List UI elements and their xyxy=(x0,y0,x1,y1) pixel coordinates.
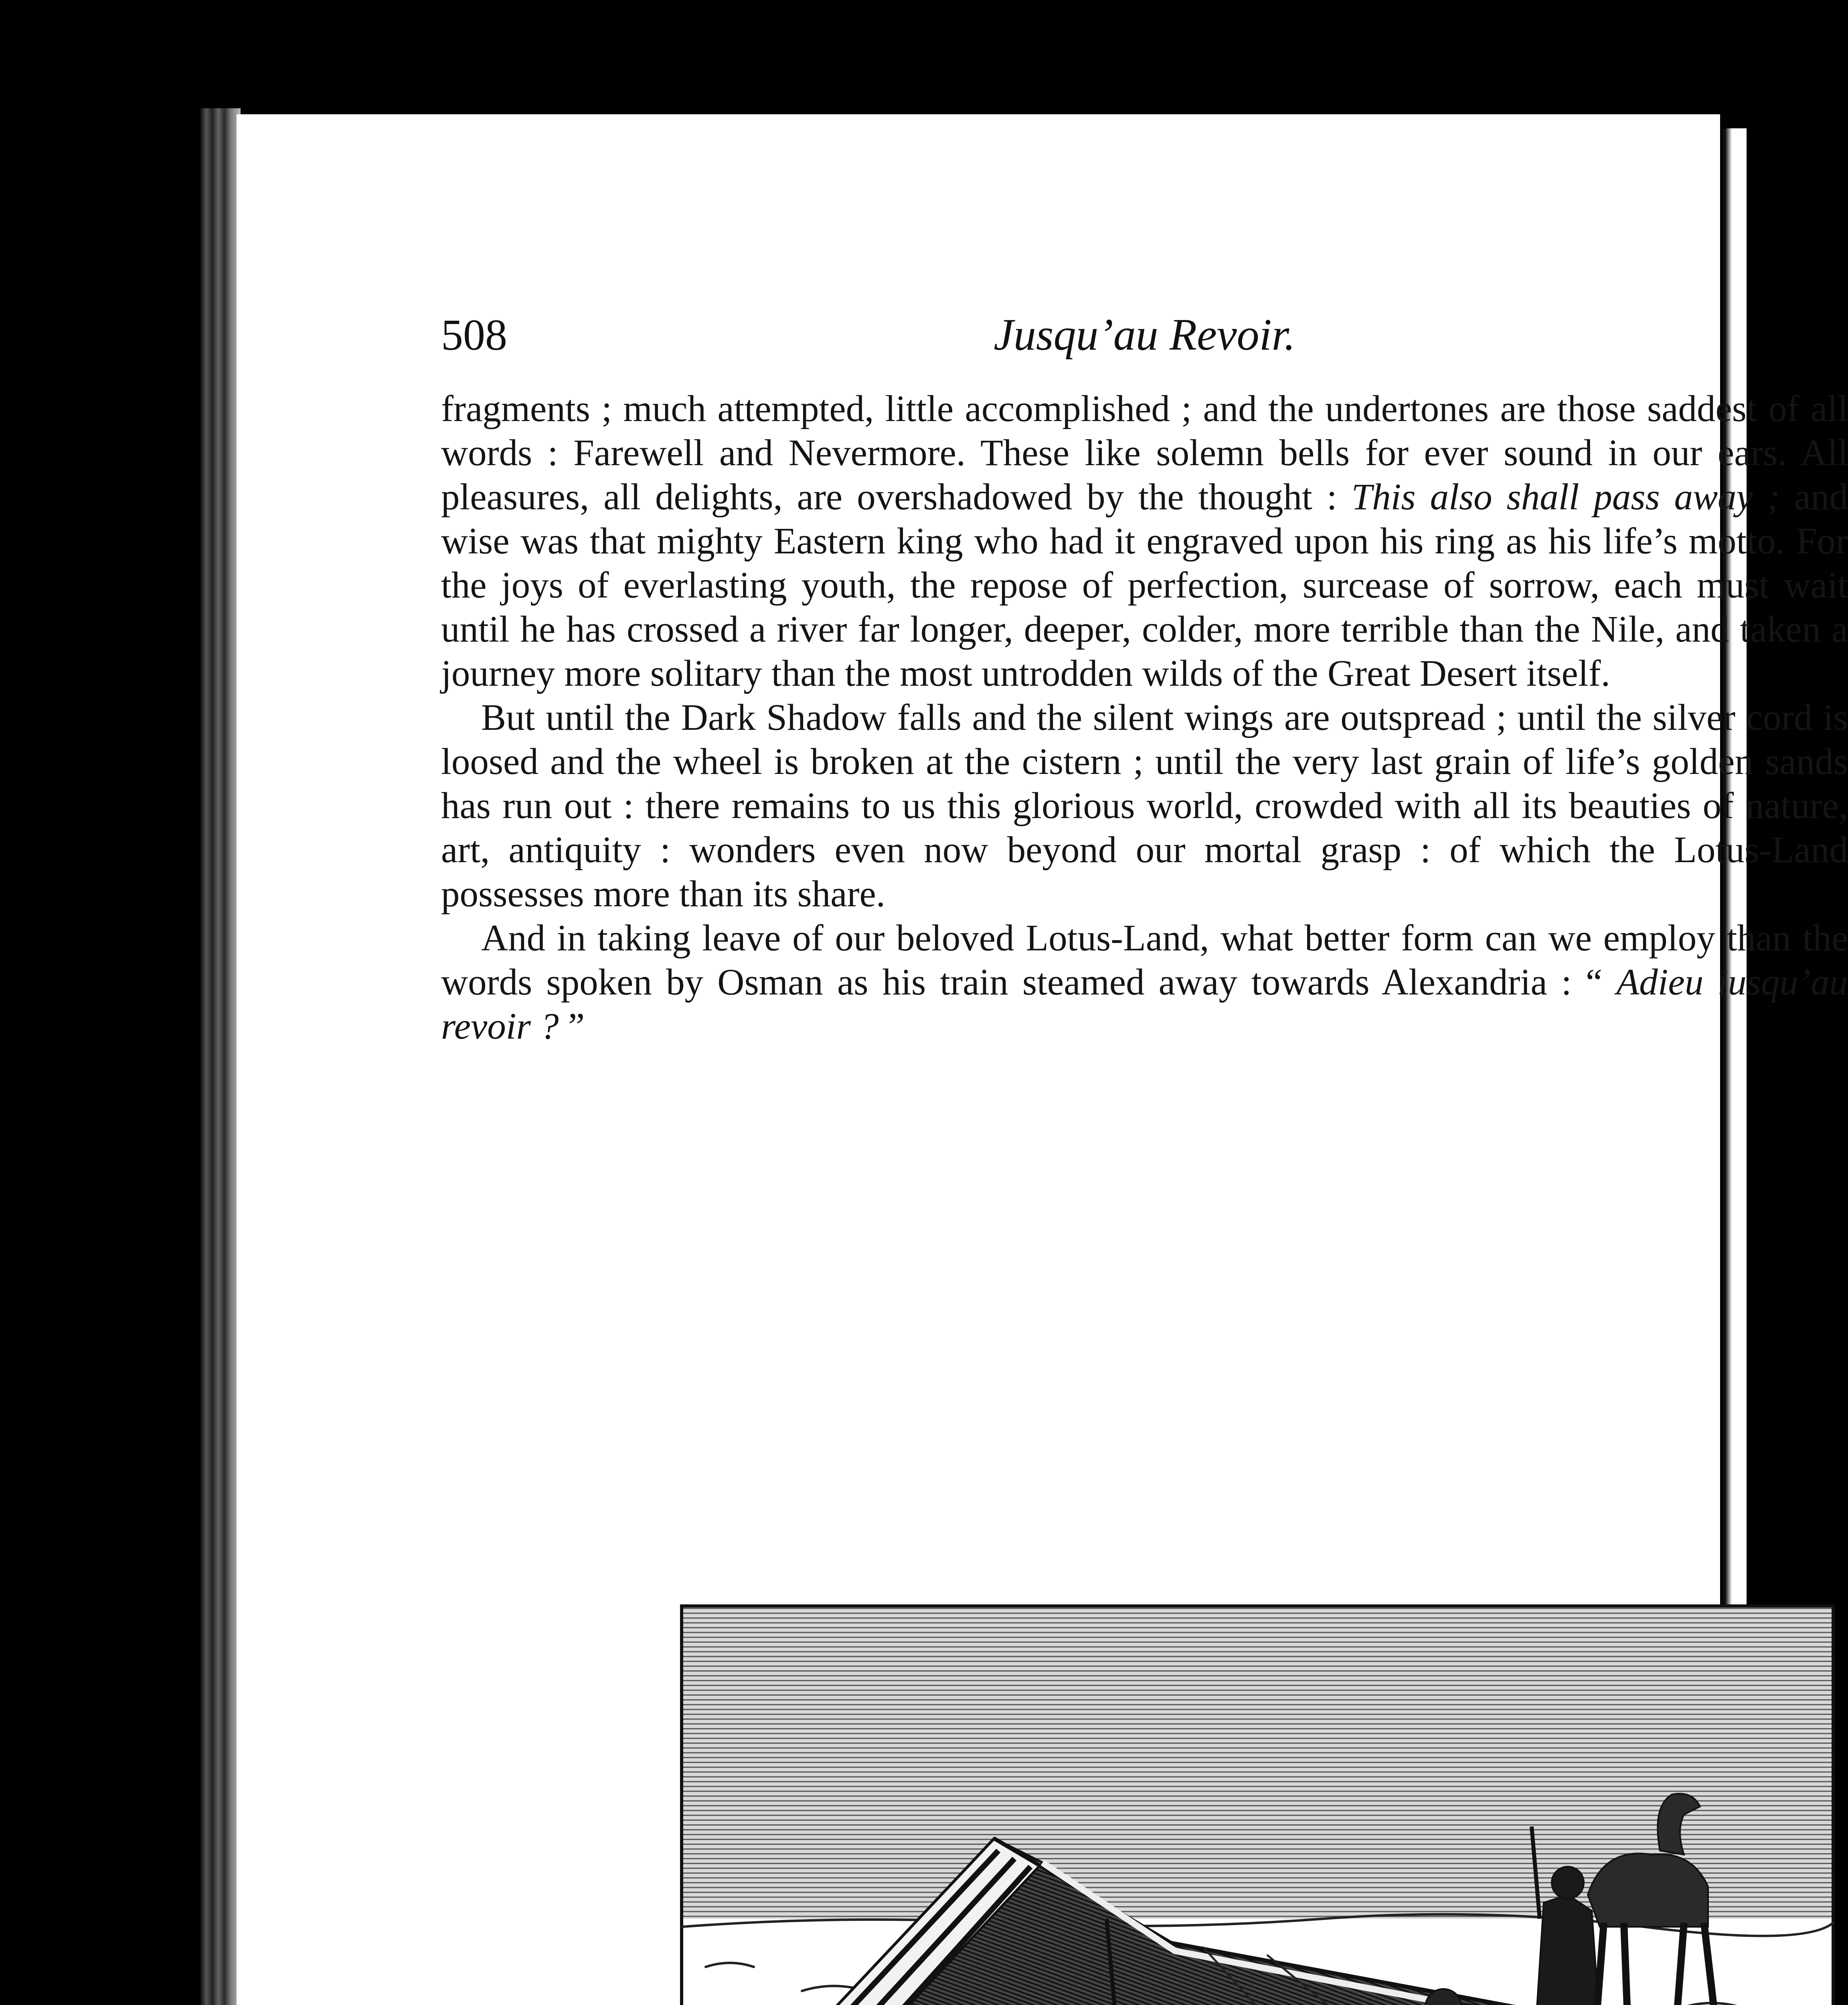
paragraph-3-text: And in taking leave of our beloved Lotus-Land, what better form can we employ than the words spoken by Osman as his train steamed away towards Alexandria : “ xyxy=(441,917,1848,1003)
body-text xyxy=(441,387,1848,1049)
paragraph-2 xyxy=(441,696,1848,916)
paragraph-2-text: But until the Dark Shadow falls and the silent wings are outspread ; until the silver cord is loosed and the wheel is broken at the cistern ; until the very last grain of life’s golden sands has run out : there remains to us this glorious world, crowded with all its beauties of nature, art, antiquity : wonders even now beyond our mortal grasp : of which the Lotus-Land possesses more than its share. xyxy=(441,697,1848,915)
paragraph-1-emphasis: This also shall pass away ; xyxy=(1351,476,1780,518)
desert-home-engraving xyxy=(682,1606,1833,2005)
running-head xyxy=(441,299,1848,379)
paragraph-3 xyxy=(441,916,1848,1049)
book-spine xyxy=(200,108,241,2005)
paragraph-3-closing-quote: ” xyxy=(559,1006,585,1047)
paragraph-3-emphasis: Adieu iusqu’au revoir ? xyxy=(441,962,1848,1047)
paragraph-1-text: fragments ; much attempted, little accomplished ; and the undertones are those saddest of all words : Farewell and Nevermore. These like solemn bells for ever sound in our ears. All pleasures, all delights, are overshadowed by the thought : xyxy=(441,388,1848,518)
running-title: Jusqu’au Revoir. xyxy=(994,310,1295,360)
book-page xyxy=(237,114,1848,2005)
page-number: 508 xyxy=(441,310,507,359)
paragraph-1-continuation: and wise was that mighty Eastern king who had it engraved upon his ring as his life’s motto. For the joys of everlasting youth, the repose of perfection, surcease of sorrow, each must wait until he has crossed a river far longer, deeper, colder, more terrible than the Nile, and taken a journey more solitary than the most untrodden wilds of the Great Desert itself. xyxy=(441,476,1848,694)
engraving-svg xyxy=(682,1606,1833,2005)
paragraph-1 xyxy=(441,387,1848,696)
